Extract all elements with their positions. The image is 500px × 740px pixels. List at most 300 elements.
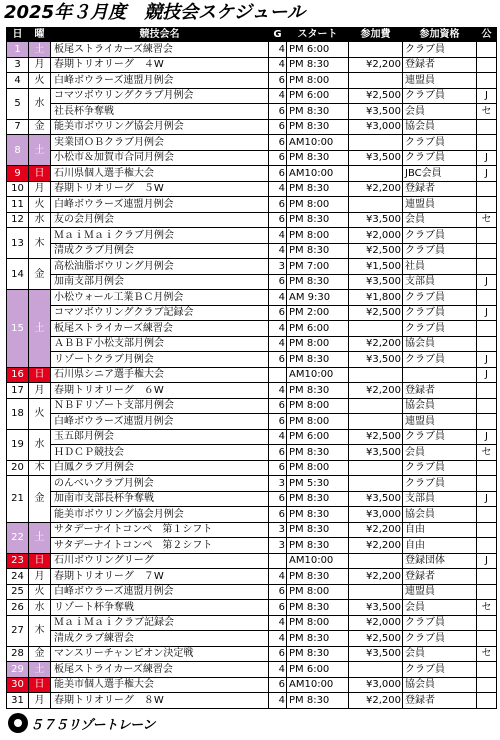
games-cell: 6 <box>269 584 287 600</box>
day-cell: 31 <box>7 693 29 709</box>
weekday-cell: 水 <box>29 88 51 119</box>
event-name-cell: 板尾ストライカーズ練習会 <box>51 321 269 337</box>
event-name-cell: ＭａｉＭａｉクラブ月例会 <box>51 228 269 244</box>
start-time-cell: PM 8:30 <box>287 352 349 368</box>
games-cell: 4 <box>269 631 287 647</box>
weekday-cell: 土 <box>29 135 51 166</box>
table-row <box>7 305 497 321</box>
day-cell: 7 <box>7 119 29 135</box>
games-cell <box>269 367 287 383</box>
eligibility-cell <box>403 367 477 383</box>
official-cell <box>477 507 497 523</box>
fee-cell <box>349 42 403 58</box>
official-cell: J <box>477 491 497 507</box>
event-name-cell: 白峰ボウラーズ連盟月例会 <box>51 584 269 600</box>
start-time-cell: PM 8:30 <box>287 445 349 461</box>
table-row <box>7 290 497 306</box>
eligibility-cell: 連盟員 <box>403 197 477 213</box>
fee-cell: ¥2,200 <box>349 181 403 197</box>
official-cell: セ <box>477 600 497 616</box>
fee-cell: ¥2,500 <box>349 243 403 259</box>
table-header-row <box>7 28 497 42</box>
event-name-cell: 小松ウォール工業ＢＣ月例会 <box>51 290 269 306</box>
games-cell: 3 <box>269 522 287 538</box>
fee-cell: ¥3,500 <box>349 445 403 461</box>
page-title: 2025年３月度 競技会スケジュール <box>4 2 306 23</box>
start-time-cell: PM 8:00 <box>287 228 349 244</box>
official-cell <box>477 321 497 337</box>
event-name-cell: マンスリーチャンピオン決定戦 <box>51 646 269 662</box>
official-cell <box>477 476 497 492</box>
table-row <box>7 569 497 585</box>
table-row <box>7 414 497 430</box>
games-cell: 6 <box>269 491 287 507</box>
games-cell: 6 <box>269 135 287 151</box>
official-cell <box>477 522 497 538</box>
column-header: 参加費 <box>349 28 403 42</box>
column-header: 競技会名 <box>51 28 269 42</box>
day-cell: 11 <box>7 197 29 213</box>
official-cell <box>477 228 497 244</box>
event-name-cell: 能美市個人選手権大会 <box>51 677 269 693</box>
table-row <box>7 181 497 197</box>
column-header: G <box>269 28 287 42</box>
weekday-cell: 月 <box>29 569 51 585</box>
games-cell: 3 <box>269 538 287 554</box>
event-name-cell: 清成クラブ月例会 <box>51 243 269 259</box>
table-row <box>7 88 497 104</box>
games-cell: 6 <box>269 646 287 662</box>
table-row <box>7 274 497 290</box>
column-header: スタート <box>287 28 349 42</box>
eligibility-cell: クラブ員 <box>403 460 477 476</box>
table-row <box>7 677 497 693</box>
eligibility-cell: クラブ員 <box>403 631 477 647</box>
eligibility-cell: 登録者 <box>403 693 477 709</box>
official-cell <box>477 259 497 275</box>
fee-cell: ¥3,500 <box>349 104 403 120</box>
fee-cell <box>349 414 403 430</box>
event-name-cell: ＡＢＢＦ小松支部月例会 <box>51 336 269 352</box>
eligibility-cell: 登録者 <box>403 181 477 197</box>
event-name-cell: 能美市ボウリング協会月例会 <box>51 119 269 135</box>
eligibility-cell: クラブ員 <box>403 88 477 104</box>
eligibility-cell: 連盟員 <box>403 73 477 89</box>
start-time-cell: AM 9:30 <box>287 290 349 306</box>
eligibility-cell: クラブ員 <box>403 243 477 259</box>
start-time-cell: PM 8:30 <box>287 57 349 73</box>
official-cell <box>477 538 497 554</box>
start-time-cell: PM 6:00 <box>287 88 349 104</box>
games-cell: 4 <box>269 383 287 399</box>
day-cell: 19 <box>7 429 29 460</box>
start-time-cell: PM 8:30 <box>287 119 349 135</box>
start-time-cell: PM 8:00 <box>287 336 349 352</box>
start-time-cell: PM 8:30 <box>287 569 349 585</box>
start-time-cell: AM10:00 <box>287 677 349 693</box>
event-name-cell: 加南市支部長杯争奪戦 <box>51 491 269 507</box>
games-cell: 4 <box>269 243 287 259</box>
eligibility-cell: クラブ員 <box>403 615 477 631</box>
day-cell: 8 <box>7 135 29 166</box>
official-cell <box>477 693 497 709</box>
event-name-cell: 白峰ボウラーズ連盟月例会 <box>51 197 269 213</box>
eligibility-cell: 協会員 <box>403 336 477 352</box>
column-header: 日 <box>7 28 29 42</box>
day-cell: 26 <box>7 600 29 616</box>
event-name-cell: 清成クラブ練習会 <box>51 631 269 647</box>
table-row <box>7 600 497 616</box>
official-cell <box>477 631 497 647</box>
official-cell <box>477 615 497 631</box>
event-name-cell: 石川ボウリングリーグ <box>51 553 269 569</box>
fee-cell: ¥3,500 <box>349 600 403 616</box>
start-time-cell: PM 8:00 <box>287 414 349 430</box>
eligibility-cell: 自由 <box>403 522 477 538</box>
table-row <box>7 553 497 569</box>
eligibility-cell: JBC会員 <box>403 166 477 182</box>
fee-cell <box>349 398 403 414</box>
official-cell <box>477 119 497 135</box>
eligibility-cell: クラブ員 <box>403 429 477 445</box>
official-cell <box>477 662 497 678</box>
games-cell: 4 <box>269 336 287 352</box>
event-name-cell: 白鳳クラブ月例会 <box>51 460 269 476</box>
eligibility-cell: 会員 <box>403 212 477 228</box>
fee-cell: ¥2,200 <box>349 693 403 709</box>
weekday-cell: 日 <box>29 166 51 182</box>
games-cell: 6 <box>269 305 287 321</box>
event-name-cell: 春期トリオリーグ ５W <box>51 181 269 197</box>
start-time-cell: PM 6:00 <box>287 321 349 337</box>
column-header: 参加資格 <box>403 28 477 42</box>
start-time-cell: PM 8:30 <box>287 150 349 166</box>
games-cell: 4 <box>269 181 287 197</box>
table-row <box>7 73 497 89</box>
official-cell <box>477 460 497 476</box>
table-row <box>7 336 497 352</box>
official-cell <box>477 336 497 352</box>
eligibility-cell: クラブ員 <box>403 42 477 58</box>
start-time-cell: PM 6:00 <box>287 42 349 58</box>
weekday-cell: 水 <box>29 212 51 228</box>
eligibility-cell: 連盟員 <box>403 414 477 430</box>
games-cell: 6 <box>269 398 287 414</box>
official-cell <box>477 243 497 259</box>
day-cell: 25 <box>7 584 29 600</box>
event-name-cell: 石川県個人選手権大会 <box>51 166 269 182</box>
day-cell: 14 <box>7 259 29 290</box>
event-name-cell: 白峰ボウラーズ連盟月例会 <box>51 414 269 430</box>
event-name-cell: 実業団ＯＢクラブ月例会 <box>51 135 269 151</box>
table-row <box>7 476 497 492</box>
start-time-cell: PM 8:00 <box>287 615 349 631</box>
games-cell: 4 <box>269 569 287 585</box>
table-row <box>7 445 497 461</box>
weekday-cell: 月 <box>29 57 51 73</box>
start-time-cell: PM 8:00 <box>287 398 349 414</box>
start-time-cell: PM 8:30 <box>287 522 349 538</box>
table-row <box>7 212 497 228</box>
fee-cell: ¥3,500 <box>349 212 403 228</box>
weekday-cell: 火 <box>29 73 51 89</box>
weekday-cell: 金 <box>29 119 51 135</box>
official-cell: セ <box>477 212 497 228</box>
fee-cell: ¥3,000 <box>349 677 403 693</box>
eligibility-cell: 会員 <box>403 646 477 662</box>
start-time-cell: PM 8:30 <box>287 383 349 399</box>
official-cell: J <box>477 553 497 569</box>
table-row <box>7 321 497 337</box>
eligibility-cell: 連盟員 <box>403 584 477 600</box>
games-cell: 6 <box>269 677 287 693</box>
official-cell: セ <box>477 104 497 120</box>
games-cell: 6 <box>269 104 287 120</box>
event-name-cell: 友の会月例会 <box>51 212 269 228</box>
weekday-cell: 木 <box>29 615 51 646</box>
weekday-cell: 日 <box>29 677 51 693</box>
start-time-cell: PM 8:30 <box>287 104 349 120</box>
start-time-cell: PM 8:30 <box>287 631 349 647</box>
event-name-cell: 社長杯争奪戦 <box>51 104 269 120</box>
games-cell: 6 <box>269 460 287 476</box>
official-cell <box>477 197 497 213</box>
games-cell: 4 <box>269 615 287 631</box>
event-name-cell: 白峰ボウラーズ連盟月例会 <box>51 73 269 89</box>
weekday-cell: 土 <box>29 42 51 58</box>
weekday-cell: 土 <box>29 290 51 368</box>
logo-text: ５７５リゾートレーン <box>30 717 155 733</box>
eligibility-cell: クラブ員 <box>403 290 477 306</box>
official-cell: セ <box>477 445 497 461</box>
fee-cell: ¥2,500 <box>349 429 403 445</box>
games-cell: 6 <box>269 197 287 213</box>
games-cell: 4 <box>269 429 287 445</box>
event-name-cell: 石川県シニア選手権大会 <box>51 367 269 383</box>
event-name-cell: リゾート杯争奪戦 <box>51 600 269 616</box>
official-cell <box>477 398 497 414</box>
start-time-cell: PM 5:30 <box>287 476 349 492</box>
day-cell: 13 <box>7 228 29 259</box>
games-cell: 4 <box>269 42 287 58</box>
day-cell: 27 <box>7 615 29 646</box>
eligibility-cell: クラブ員 <box>403 228 477 244</box>
eligibility-cell: 協会員 <box>403 119 477 135</box>
day-cell: 17 <box>7 383 29 399</box>
eligibility-cell: クラブ員 <box>403 321 477 337</box>
day-cell: 21 <box>7 476 29 523</box>
eligibility-cell: クラブ員 <box>403 135 477 151</box>
eligibility-cell: クラブ員 <box>403 352 477 368</box>
official-cell <box>477 584 497 600</box>
weekday-cell: 火 <box>29 584 51 600</box>
event-name-cell: ＨＤＣＰ競技会 <box>51 445 269 461</box>
eligibility-cell: クラブ員 <box>403 150 477 166</box>
eligibility-cell: 登録者 <box>403 383 477 399</box>
table-row <box>7 646 497 662</box>
weekday-cell: 木 <box>29 228 51 259</box>
eligibility-cell: 会員 <box>403 445 477 461</box>
weekday-cell: 土 <box>29 662 51 678</box>
start-time-cell: PM 8:30 <box>287 600 349 616</box>
day-cell: 1 <box>7 42 29 58</box>
table-row <box>7 259 497 275</box>
start-time-cell: PM 8:30 <box>287 181 349 197</box>
eligibility-cell: 登録者 <box>403 57 477 73</box>
start-time-cell: PM 8:30 <box>287 243 349 259</box>
weekday-cell: 水 <box>29 429 51 460</box>
games-cell: 6 <box>269 166 287 182</box>
games-cell: 4 <box>269 228 287 244</box>
table-row <box>7 584 497 600</box>
start-time-cell: PM 8:30 <box>287 212 349 228</box>
table-row <box>7 57 497 73</box>
eligibility-cell: 社員 <box>403 259 477 275</box>
start-time-cell: PM 7:00 <box>287 259 349 275</box>
eligibility-cell: 支部員 <box>403 491 477 507</box>
logo <box>8 711 155 735</box>
table-row <box>7 135 497 151</box>
start-time-cell: PM 8:00 <box>287 73 349 89</box>
fee-cell <box>349 367 403 383</box>
games-cell: 3 <box>269 476 287 492</box>
start-time-cell: PM 6:00 <box>287 662 349 678</box>
official-cell <box>477 135 497 151</box>
event-name-cell: 春期トリオリーグ ６W <box>51 383 269 399</box>
start-time-cell: PM 6:00 <box>287 429 349 445</box>
start-time-cell: AM10:00 <box>287 367 349 383</box>
table-row <box>7 615 497 631</box>
official-cell <box>477 181 497 197</box>
start-time-cell: PM 8:30 <box>287 538 349 554</box>
event-name-cell: 小松市＆加賀市合同月例会 <box>51 150 269 166</box>
fee-cell: ¥2,200 <box>349 336 403 352</box>
start-time-cell: AM10:00 <box>287 553 349 569</box>
weekday-cell: 土 <box>29 522 51 553</box>
fee-cell: ¥3,500 <box>349 150 403 166</box>
day-cell: 16 <box>7 367 29 383</box>
event-name-cell: サタデーナイトコンペ 第２シフト <box>51 538 269 554</box>
day-cell: 4 <box>7 73 29 89</box>
column-header: 公 <box>477 28 497 42</box>
fee-cell: ¥2,500 <box>349 88 403 104</box>
start-time-cell: PM 8:30 <box>287 274 349 290</box>
weekday-cell: 月 <box>29 383 51 399</box>
official-cell: J <box>477 429 497 445</box>
weekday-cell: 金 <box>29 259 51 290</box>
day-cell: 30 <box>7 677 29 693</box>
column-header: 曜 <box>29 28 51 42</box>
event-name-cell: 板尾ストライカーズ練習会 <box>51 42 269 58</box>
fee-cell <box>349 135 403 151</box>
weekday-cell: 日 <box>29 553 51 569</box>
event-name-cell: リゾートクラブ月例会 <box>51 352 269 368</box>
fee-cell <box>349 584 403 600</box>
eligibility-cell: 協会員 <box>403 677 477 693</box>
eligibility-cell: クラブ員 <box>403 305 477 321</box>
eligibility-cell: 登録者 <box>403 569 477 585</box>
event-name-cell: のんべいクラブ月例会 <box>51 476 269 492</box>
event-name-cell: 春期トリオリーグ ８W <box>51 693 269 709</box>
games-cell: 4 <box>269 57 287 73</box>
weekday-cell: 火 <box>29 197 51 213</box>
eligibility-cell: 協会員 <box>403 398 477 414</box>
event-name-cell: ＮＢＦリゾート支部月例会 <box>51 398 269 414</box>
eligibility-cell: 会員 <box>403 600 477 616</box>
official-cell: J <box>477 166 497 182</box>
fee-cell: ¥2,500 <box>349 631 403 647</box>
games-cell: 6 <box>269 150 287 166</box>
table-row <box>7 398 497 414</box>
start-time-cell: PM 8:00 <box>287 197 349 213</box>
day-cell: 20 <box>7 460 29 476</box>
games-cell: 6 <box>269 445 287 461</box>
official-cell <box>477 414 497 430</box>
fee-cell <box>349 662 403 678</box>
weekday-cell: 月 <box>29 693 51 709</box>
fee-cell <box>349 321 403 337</box>
day-cell: 18 <box>7 398 29 429</box>
day-cell: 23 <box>7 553 29 569</box>
event-name-cell: 春期トリオリーグ ７W <box>51 569 269 585</box>
table-row <box>7 228 497 244</box>
games-cell: 4 <box>269 693 287 709</box>
games-cell: 6 <box>269 73 287 89</box>
fee-cell <box>349 197 403 213</box>
weekday-cell: 金 <box>29 476 51 523</box>
fee-cell: ¥2,500 <box>349 305 403 321</box>
table-row <box>7 662 497 678</box>
fee-cell: ¥1,800 <box>349 290 403 306</box>
day-cell: 3 <box>7 57 29 73</box>
games-cell: 4 <box>269 290 287 306</box>
day-cell: 29 <box>7 662 29 678</box>
event-name-cell: サタデーナイトコンペ 第１シフト <box>51 522 269 538</box>
official-cell: J <box>477 367 497 383</box>
schedule-table <box>6 27 497 709</box>
table-row <box>7 42 497 58</box>
event-name-cell: コマツボウリングクラブ記録会 <box>51 305 269 321</box>
fee-cell <box>349 73 403 89</box>
fee-cell: ¥3,000 <box>349 119 403 135</box>
fee-cell: ¥3,500 <box>349 274 403 290</box>
table-row <box>7 367 497 383</box>
fee-cell: ¥1,500 <box>349 259 403 275</box>
fee-cell <box>349 476 403 492</box>
official-cell <box>477 73 497 89</box>
event-name-cell: コマツボウリングクラブ月例会 <box>51 88 269 104</box>
eligibility-cell: 支部員 <box>403 274 477 290</box>
start-time-cell: AM10:00 <box>287 135 349 151</box>
day-cell: 28 <box>7 646 29 662</box>
eligibility-cell: 協会員 <box>403 507 477 523</box>
start-time-cell: PM 8:30 <box>287 646 349 662</box>
fee-cell <box>349 460 403 476</box>
official-cell <box>477 42 497 58</box>
fee-cell: ¥2,000 <box>349 615 403 631</box>
table-row <box>7 150 497 166</box>
event-name-cell: ＭａｉＭａｉクラブ記録会 <box>51 615 269 631</box>
fee-cell: ¥3,000 <box>349 507 403 523</box>
games-cell: 6 <box>269 507 287 523</box>
official-cell <box>477 383 497 399</box>
eligibility-cell: 会員 <box>403 104 477 120</box>
start-time-cell: PM 8:30 <box>287 693 349 709</box>
eligibility-cell: クラブ員 <box>403 662 477 678</box>
start-time-cell: PM 8:00 <box>287 460 349 476</box>
table-row <box>7 631 497 647</box>
event-name-cell: 春期トリオリーグ ４W <box>51 57 269 73</box>
